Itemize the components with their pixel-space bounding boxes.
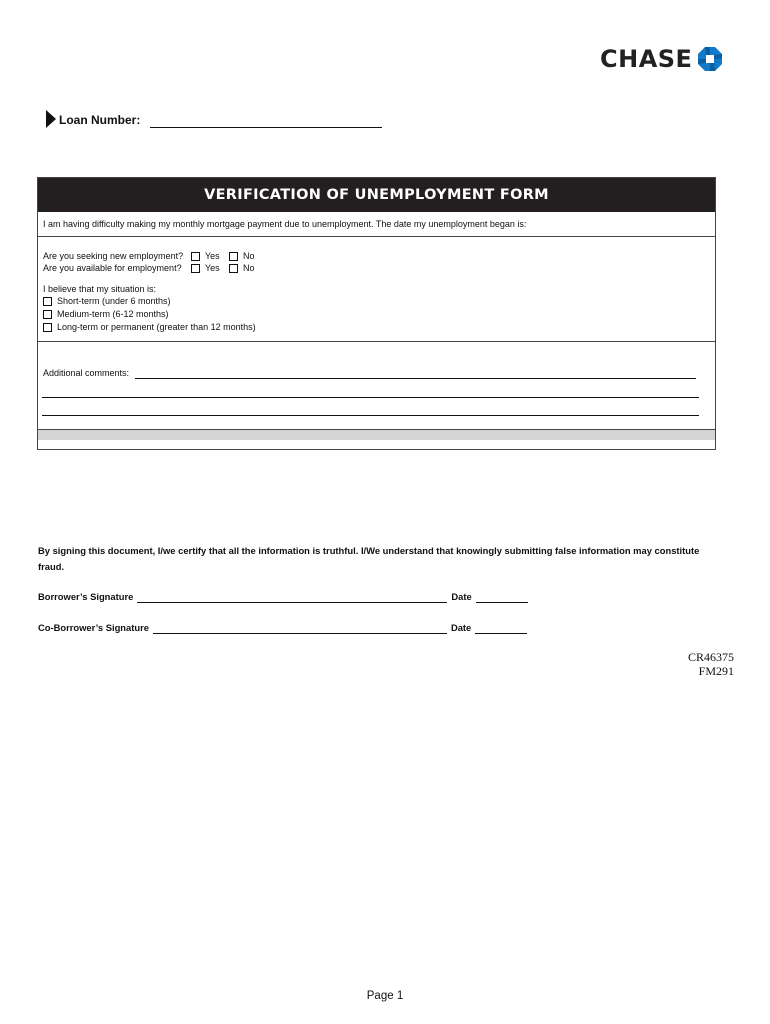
available-yes-checkbox[interactable] [191,264,200,273]
long-term-label: Long-term or permanent (greater than 12 months) [57,322,256,332]
form-code-2: FM291 [698,664,734,678]
chase-logo [600,44,722,74]
situation-option [43,295,171,307]
comments-label: Additional comments: [43,368,130,378]
seeking-no-checkbox[interactable] [229,252,238,261]
long-term-checkbox[interactable] [43,323,52,332]
available-employment-label: Are you available for employment? [43,263,182,273]
unemployment-date-row[interactable] [38,212,715,237]
form-code-1: CR46375 [687,650,734,664]
unemployment-form [37,177,716,450]
page-number: Page 1 [366,990,404,1002]
brand-name: CHASE [600,45,693,73]
loan-number-field[interactable] [150,115,382,128]
loan-number-label: Loan Number: [59,113,141,127]
situation-label [43,283,156,295]
seeking-yes-checkbox[interactable] [191,252,200,261]
no-label: No [243,251,255,261]
borrower-signature-label: Borrower’s Signature [38,591,134,602]
questions-section [38,237,715,342]
form-title: VERIFICATION OF UNEMPLOYMENT FORM [38,178,715,212]
coborrower-signature-row [38,622,527,634]
comments-line-2[interactable] [42,385,699,398]
form-footer-bar [38,429,715,440]
situation-option [43,321,256,333]
no-label: No [243,263,255,273]
form-codes [688,650,734,678]
yes-label: Yes [205,263,220,273]
available-employment-row [43,262,255,274]
coborrower-signature-field[interactable] [153,623,447,634]
comments-row [43,367,129,379]
coborrower-date-label: Date [450,622,472,633]
borrower-date-field[interactable] [476,592,528,603]
situation-label-text: I believe that my situation is: [43,284,157,294]
comments-line-1[interactable] [135,366,696,379]
loan-number-row [46,110,382,128]
available-no-checkbox[interactable] [229,264,238,273]
seeking-employment-row [43,250,255,262]
coborrower-signature-label: Co-Borrower’s Signature [38,622,149,633]
certification-text: By signing this document, I/we certify that all the information is truthful. I/We understand that knowingly submitting false information may constitute fraud. [38,545,700,572]
medium-term-checkbox[interactable] [43,310,52,319]
situation-option [43,308,169,320]
short-term-checkbox[interactable] [43,297,52,306]
borrower-signature-row [38,591,528,603]
octagon-icon [698,47,722,71]
borrower-date-label: Date [451,591,472,602]
intro-text: I am having difficulty making my monthly mortgage payment due to unemployment. The date my unemployment began is: [43,219,527,229]
borrower-signature-field[interactable] [137,592,447,603]
seeking-employment-label: Are you seeking new employment? [43,251,184,261]
yes-label: Yes [205,251,220,261]
arrow-right-icon [46,110,56,128]
comments-line-3[interactable] [42,403,699,416]
coborrower-date-field[interactable] [475,623,527,634]
medium-term-label: Medium-term (6-12 months) [57,309,169,319]
comments-section [38,342,715,440]
short-term-label: Short-term (under 6 months) [57,296,171,306]
